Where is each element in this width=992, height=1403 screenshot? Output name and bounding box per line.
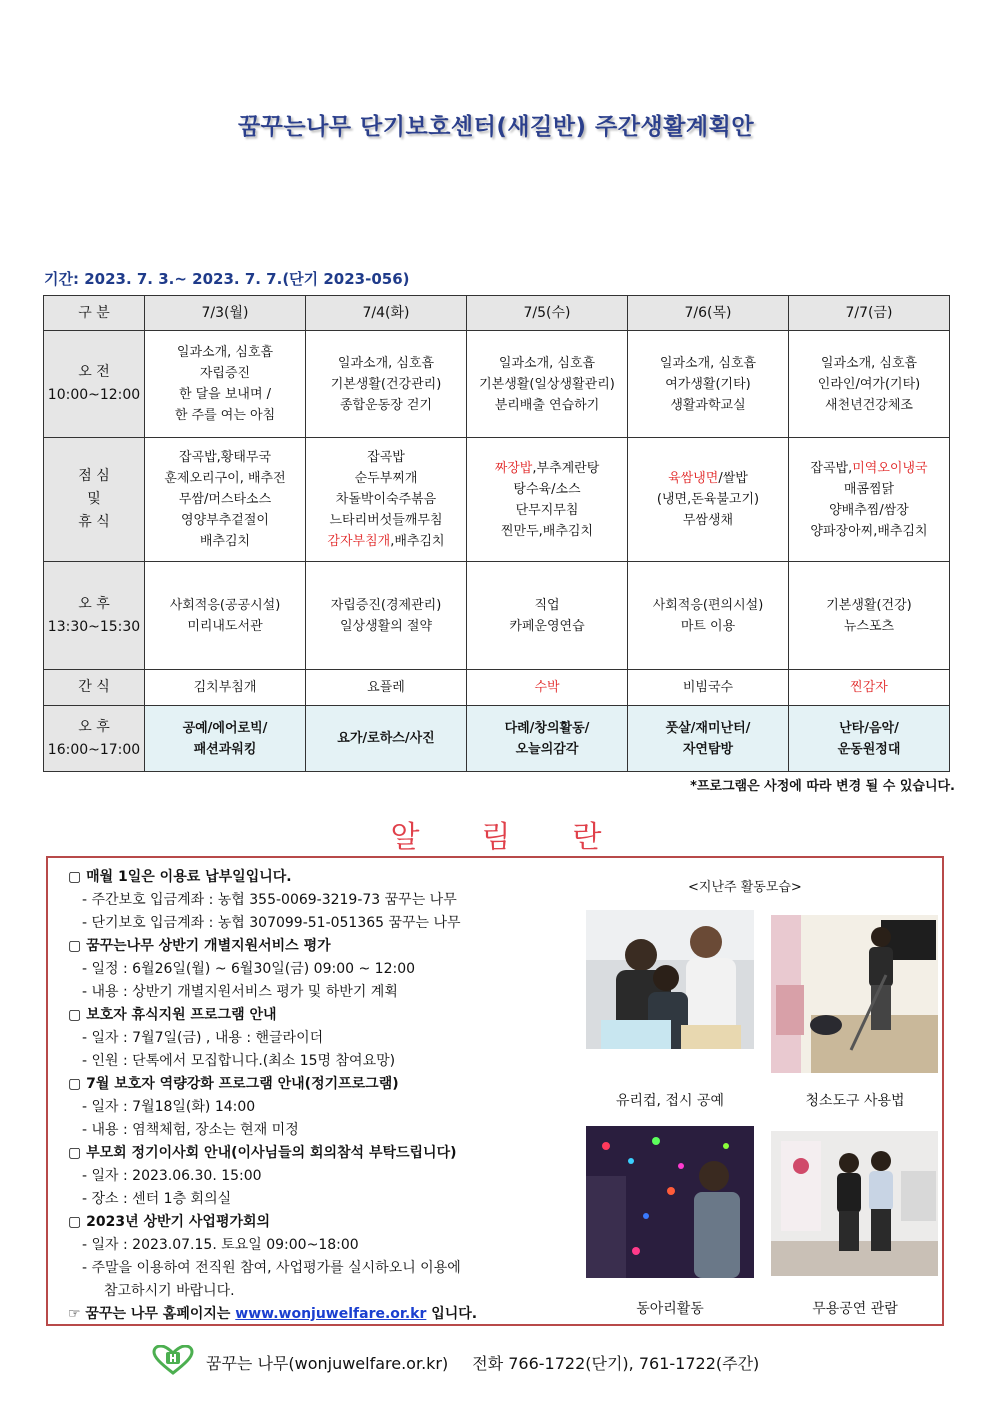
notice-item: - 일자 : 7월7일(금) , 내용 : 핸글라이더: [82, 1030, 324, 1046]
homepage-link[interactable]: www.wonjuwelfare.or.kr: [235, 1306, 427, 1322]
snack-cell: 수박: [467, 670, 628, 706]
header-day: 7/7(금): [789, 296, 950, 331]
evening-cell: 요가/로하스/사진: [306, 706, 467, 772]
lunch-label: 점 심 및 휴 식: [44, 438, 145, 562]
morning-cell: 일과소개, 심호흡 여가생활(기타) 생활과학교실: [628, 331, 789, 438]
evening-cell: 풋살/재미난터/ 자연탐방: [628, 706, 789, 772]
evening-label: 오 후 16:00~17:00: [44, 706, 145, 772]
header-day: 7/3(월): [145, 296, 306, 331]
notice-title: 알림란: [390, 820, 664, 855]
afternoon-cell: 사회적응(공공시설) 미리내도서관: [145, 562, 306, 670]
afternoon-cell: 직업 카페운영연습: [467, 562, 628, 670]
notice-item: - 주간보호 입금계좌 : 농협 355-0069-3219-73 꿈꾸는 나무: [82, 892, 457, 908]
notice-item: - 인원 : 단톡에서 모집합니다.(최소 15명 참여요망): [82, 1053, 396, 1069]
photo-caption: 청소도구 사용법: [805, 1093, 905, 1109]
homepage-line: ☞ 꿈꾸는 나무 홈페이지는 www.wonjuwelfare.or.kr 입니다.: [68, 1306, 478, 1322]
photo-caption: 유리컵, 접시 공예: [615, 1093, 725, 1109]
header-label: 구 분: [44, 296, 145, 331]
header-day: 7/4(화): [306, 296, 467, 331]
afternoon-cell: 기본생활(건강) 뉴스포츠: [789, 562, 950, 670]
morning-row: [44, 331, 950, 438]
lunch-cell: 짜장밥,부추계란탕 탕수육/소스 단무지무침 찐만두,배추김치: [467, 438, 628, 562]
lunch-cell: 잡곡밥 순두부찌개 차돌박이숙주볶음 느타리버섯들깨무침 감자부침개,배추김치: [306, 438, 467, 562]
notice-heading: ▢ 2023년 상반기 사업평가회의: [68, 1214, 271, 1230]
snack-cell: 비빔국수: [628, 670, 789, 706]
evening-row: [44, 706, 950, 772]
notice-heading: ▢ 부모회 정기이사회 안내(이사님들의 회의참석 부탁드립니다): [68, 1145, 457, 1161]
snack-label: 간 식: [44, 670, 145, 706]
notice-item: - 내용 : 상반기 개별지원서비스 평가 및 하반기 계획: [82, 984, 398, 1000]
notice-item: - 주말을 이용하여 전직원 참여, 사업평가를 실시하오니 이용에: [82, 1260, 461, 1276]
photo-club-activity: [586, 1126, 754, 1278]
period-label: 기간: 2023. 7. 3.~ 2023. 7. 7.(단기 2023-056): [44, 270, 410, 288]
snack-cell: 요플레: [306, 670, 467, 706]
morning-cell: 일과소개, 심호흡 인라인/여가(기타) 새천년건강체조: [789, 331, 950, 438]
photo-caption: 무용공연 관람: [812, 1301, 898, 1317]
afternoon-row: [44, 562, 950, 670]
notice-item: - 내용 : 염책체험, 장소는 현재 미정: [82, 1122, 299, 1138]
notice-item-continued: 참고하시기 바랍니다.: [104, 1283, 235, 1299]
photo-caption: 동아리활동: [636, 1301, 704, 1317]
evening-cell: 다례/창의활동/ 오늘의감각: [467, 706, 628, 772]
lunch-row: [44, 438, 950, 562]
header-day: 7/6(목): [628, 296, 789, 331]
notice-heading: ▢ 매월 1일은 이용료 납부일입니다.: [68, 869, 292, 885]
evening-cell: 공예/에어로빅/ 패션과워킹: [145, 706, 306, 772]
notice-heading: ▢ 7월 보호자 역량강화 프로그램 안내(정기프로그램): [68, 1076, 399, 1092]
lunch-cell: 잡곡밥,황태무국 훈제오리구이, 배추전 무쌈/머스타소스 영양부추겉절이 배추김치: [145, 438, 306, 562]
evening-cell: 난타/음악/ 운동원정대: [789, 706, 950, 772]
afternoon-cell: 자립증진(경제관리) 일상생활의 절약: [306, 562, 467, 670]
header-day: 7/5(수): [467, 296, 628, 331]
footer-phone: 전화 766-1722(단기), 761-1722(주간): [472, 1353, 760, 1373]
change-note: *프로그램은 사정에 따라 변경 될 수 있습니다.: [690, 779, 955, 794]
notice-heading: ▢ 꿈꾸는나무 상반기 개별지원서비스 평가: [68, 938, 331, 954]
photo-glass-craft: [586, 910, 754, 1049]
afternoon-cell: 사회적응(편의시설) 마트 이용: [628, 562, 789, 670]
snack-cell: 찐감자: [789, 670, 950, 706]
lunch-cell: 육쌈냉면/쌀밥 (냉면,돈육불고기) 무쌈생채: [628, 438, 789, 562]
photos-caption: <지난주 활동모습>: [688, 880, 802, 895]
photo-cleaning-tools: [771, 915, 938, 1073]
notice-item: - 일정 : 6월26일(월) ~ 6월30일(금) 09:00 ~ 12:00: [82, 961, 416, 977]
morning-label: 오 전 10:00~12:00: [44, 331, 145, 438]
notice-heading: ▢ 보호자 휴식지원 프로그램 안내: [68, 1007, 277, 1023]
notice-item: - 일자 : 2023.06.30. 15:00: [82, 1168, 262, 1184]
page-title: 꿈꾸는나무 단기보호센터(새길반) 주간생활계획안: [237, 114, 755, 140]
lunch-cell: 잡곡밥,미역오이냉국 매콤찜닭 양배추찜/쌈장 양파장아찌,배추김치: [789, 438, 950, 562]
footer-org: 꿈꾸는 나무(wonjuwelfare.or.kr): [206, 1353, 449, 1373]
header-row: [44, 296, 950, 331]
notice-item: - 장소 : 센터 1층 회의실: [82, 1191, 232, 1207]
notice-item: - 일자 : 7월18일(화) 14:00: [82, 1099, 256, 1115]
morning-cell: 일과소개, 심호흡 기본생활(일상생활관리) 분리배출 연습하기: [467, 331, 628, 438]
photo-dance-performance: [771, 1131, 938, 1276]
afternoon-label: 오 후 13:30~15:30: [44, 562, 145, 670]
weekly-schedule-table: [43, 295, 950, 772]
notice-box: [46, 856, 944, 1326]
heart-logo-icon: [152, 1345, 194, 1379]
notice-item: - 일자 : 2023.07.15. 토요일 09:00~18:00: [82, 1237, 359, 1253]
morning-cell: 일과소개, 심호흡 기본생활(건강관리) 종합운동장 걷기: [306, 331, 467, 438]
notice-item: - 단기보호 입금계좌 : 농협 307099-51-051365 꿈꾸는 나무: [82, 915, 461, 931]
morning-cell: 일과소개, 심호흡 자립증진 한 달을 보내며 / 한 주를 여는 아침: [145, 331, 306, 438]
snack-cell: 김치부침개: [145, 670, 306, 706]
footer: [152, 1347, 759, 1377]
snack-row: [44, 670, 950, 706]
notice-list: [68, 866, 588, 1326]
